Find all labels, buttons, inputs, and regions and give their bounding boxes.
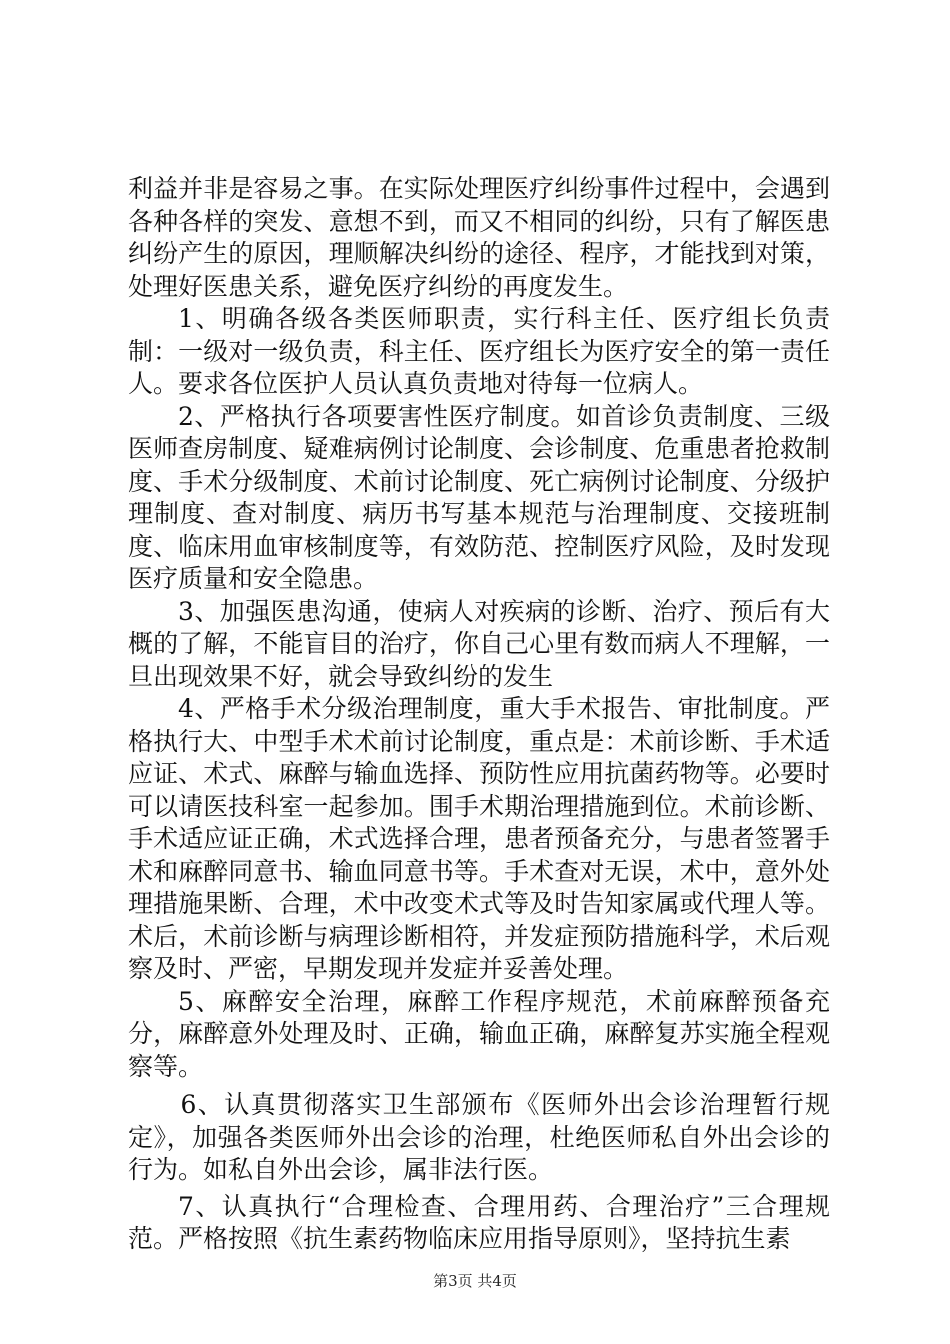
page-number-footer: 第3页 共4页 bbox=[433, 1272, 517, 1290]
paragraph-item-5: 5、麻醉安全治理，麻醉工作程序规范，术前麻醉预备充分，麻醉意外处理及时、正确，输血正确，麻醉复苏实施全程观察等。 bbox=[128, 986, 830, 1081]
paragraph-item-3: 3、加强医患沟通，使病人对疾病的诊断、治疗、预后有大概的了解，不能盲目的治疗，你自己心里有数而病人不理解，一旦出现效果不好，就会导致纠纷的发生 bbox=[128, 596, 830, 691]
document-body bbox=[128, 173, 830, 1256]
paragraph-continuation: 利益并非是容易之事。在实际处理医疗纠纷事件过程中，会遇到各种各样的突发、意想不到，而又不相同的纠纷，只有了解医患纠纷产生的原因，理顺解决纠纷的途径、程序，才能找到对策，处理好医患关系，避免医疗纠纷的再度发生。 bbox=[128, 174, 830, 301]
paragraph-item-1: 1、明确各级各类医师职责，实行科主任、医疗组长负责制：一级对一级负责，科主任、医疗组长为医疗安全的第一责任人。要求各位医护人员认真负责地对待每一位病人。 bbox=[128, 304, 830, 398]
paragraph-item-2: 2、严格执行各项要害性医疗制度。如首诊负责制度、三级医师查房制度、疑难病例讨论制度、会诊制度、危重患者抢救制度、手术分级制度、术前讨论制度、死亡病例讨论制度、分级护理制度、查对制度、病历书写基本规范与治理制度、交接班制度、临床用血审核制度等，有效防范、控制医疗风险，及时发现医疗质量和安全隐患。 bbox=[128, 401, 830, 593]
paragraph-item-7: 7、认真执行“合理检查、合理用药、合理治疗”三合理规范。严格按照《抗生素药物临床应用指导原则》，坚持抗生素 bbox=[128, 1191, 830, 1253]
paragraph-item-6: 6、认真贯彻落实卫生部颁布《医师外出会诊治理暂行规定》，加强各类医师外出会诊的治理，杜绝医师私自外出会诊的行为。如私自外出会诊，属非法行医。 bbox=[128, 1090, 830, 1184]
paragraph-item-4: 4、严格手术分级治理制度，重大手术报告、审批制度。严格执行大、中型手术术前讨论制度，重点是：术前诊断、手术适应证、术式、麻醉与输血选择、预防性应用抗菌药物等。必要时可以请医技科室一起参加。围手术期治理措施到位。术前诊断、手术适应证正确，术式选择合理，患者预备充分，与患者签署手术和麻醉同意书、输血同意书等。手术查对无误，术中，意外处理措施果断、合理，术中改变术式等及时告知家属或代理人等。术后，术前诊断与病理诊断相符，并发症预防措施科学，术后观察及时、严密，早期发现并发症并妥善处理。 bbox=[128, 694, 830, 983]
